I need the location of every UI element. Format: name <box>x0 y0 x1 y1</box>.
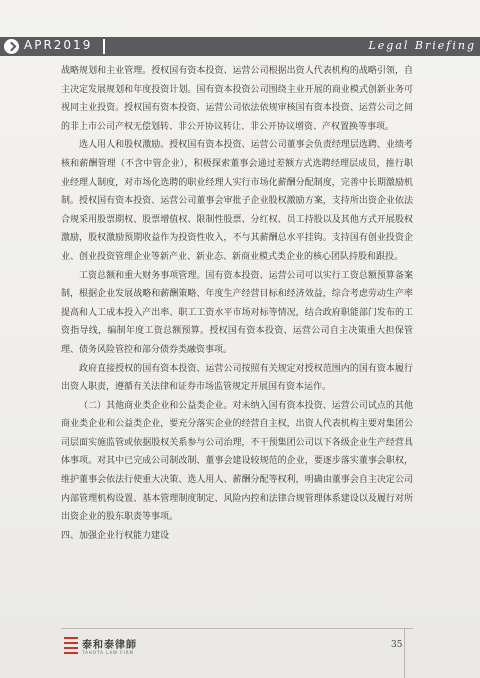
section-heading: 四、加强企业行权能力建设 <box>61 530 170 541</box>
header-band <box>0 37 480 56</box>
chevron-right-icon <box>4 39 19 54</box>
page-number-rule <box>404 629 405 678</box>
body-text <box>61 62 413 545</box>
paragraph: 选人用人和股权激励。授权国有资本投资、运营公司董事会负责经理层选聘、业绩考核和薪酬管理（不含中管企业），积极探索董事会通过差额方式选聘经理层成员，推行职业经理人制度，对市场化选聘的职业经理人实行市场化薪酬分配制度，完善中长期激励机制。授权国有资本投资、运营公司董事会审批子企业股权激励方案，支持所出资企业依法合规采用股票期权、股票增值权、限制性股票、分红权、员工持股以及其他方式开展股权激励，股权激励预期收益作为投资性收入，不与其薪酬总水平挂钩。支持国有创业投资企业、创业投资管理企业等新产业、新业态、新商业模式类企业的核心团队持股和跟投。 <box>61 140 413 262</box>
paragraph: 工资总额和重大财务事项管理。国有资本投资、运营公司可以实行工资总额预算备案制，根据企业发展战略和薪酬策略、年度生产经营目标和经济效益，综合考虑劳动生产率提高和人工成本投入产出率、职工工资水平市场对标等情况，结合政府职能部门发布的工资指导线，编制年度工资总额预算。授权国有资本投资、运营公司自主决策重大担保管理、债务风险管控和部分债券类融资事项。 <box>61 270 413 355</box>
header-divider <box>103 39 105 54</box>
page-number: 35 <box>391 640 403 650</box>
logo-mark-icon <box>64 636 78 654</box>
paragraph: 政府直接授权的国有资本投资、运营公司按照有关规定对授权范围内的国有资本履行出资人职责，遵循有关法律和证券市场监管规定开展国有资本运作。 <box>61 363 413 393</box>
paragraph: 战略规划和主业管理。授权国有资本投资、运营公司根据出资人代表机构的战略引领，自主决定发展规划和年度投资计划。国有资本投资公司围绕主业开展的商业模式创新业务可视同主业投资。授权国有资本投资、运营公司依法依规审核国有资本投资、运营公司之间的非上市公司产权无偿划转、非公开协议转让、非公开协议增资、产权置换等事项。 <box>61 66 413 132</box>
logo-subtitle: TAHOTA LAW FIRM <box>82 650 134 655</box>
logo-name: 泰和泰律師 <box>82 640 137 651</box>
section-title: Legal Briefing <box>368 39 476 52</box>
footer-divider <box>61 628 413 629</box>
paragraph: （二）其他商业类企业和公益类企业。对未纳入国有资本投资、运营公司试点的其他商业类企业和公益类企业，要充分落实企业的经营自主权，出资人代表机构主要对集团公司层面实施监管或依据股权关系参与公司治理，不干预集团公司以下各级企业生产经营具体事项。对其中已完成公司制改制、董事会建设较规范的企业，要逐步落实董事会职权，维护董事会依法行使重大决策、选人用人、薪酬分配等权利，明确由董事会自主决定公司内部管理机构设置、基本管理制度制定、风险内控和法律合规管理体系建设以及履行对所出资企业的股东职责等事项。 <box>61 400 413 523</box>
firm-logo <box>64 636 174 660</box>
issue-date: APR2019 <box>24 38 93 52</box>
